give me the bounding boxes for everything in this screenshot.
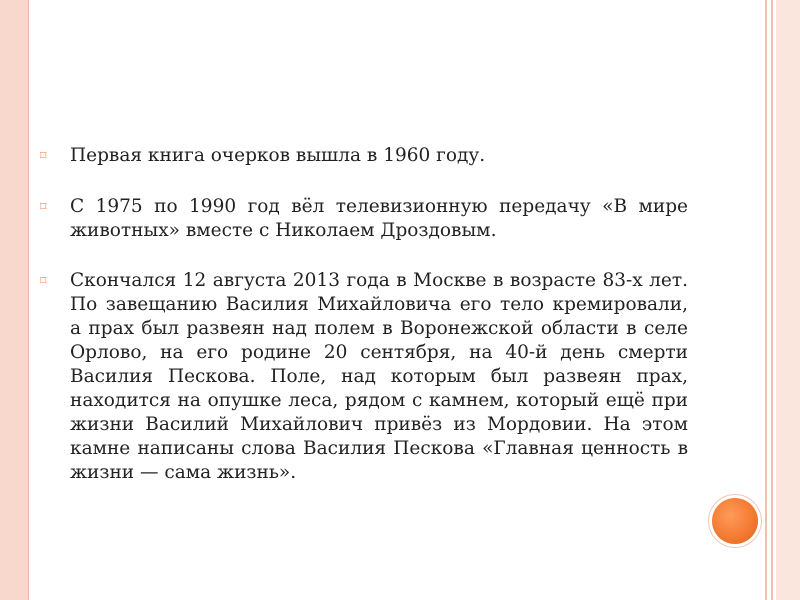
bullet-icon: ⌑ — [40, 200, 47, 215]
list-item-text: С 1975 по 1990 год вёл телевизионную передачу «В мире животных» вместе с Николаем Дроздовым. — [70, 196, 688, 241]
list-item-text: Первая книга очерков вышла в 1960 году. — [70, 145, 486, 166]
bullet-icon: ⌑ — [40, 149, 47, 164]
right-border-line-1 — [765, 0, 767, 600]
list-item — [40, 144, 688, 169]
bullet-list — [40, 144, 688, 511]
orange-circle-decoration — [712, 498, 758, 544]
right-border-band — [776, 0, 800, 600]
list-item — [40, 269, 688, 485]
right-border-line-2 — [771, 0, 773, 600]
list-item-text: Скончался 12 августа 2013 года в Москве в возрасте 83-х лет. По завещанию Василия Михайловича его тело кремировали, а прах был развеян над полем в Воронежской области в селе Орлово, на его родине 20 сентября, на 40-й день смерти Василия Пескова. Поле, над которым был развеян прах, находится на опушке леса, рядом с камнем, который ещё при жизни Василий Михайлович привёз из Мордовии. На этом камне написаны слова Василия Пескова «Главная ценность в жизни — сама жизнь». — [70, 270, 688, 483]
bullet-icon: ⌑ — [40, 274, 47, 289]
list-item — [40, 195, 688, 243]
left-border-band — [0, 0, 28, 600]
left-border-line — [28, 0, 29, 600]
